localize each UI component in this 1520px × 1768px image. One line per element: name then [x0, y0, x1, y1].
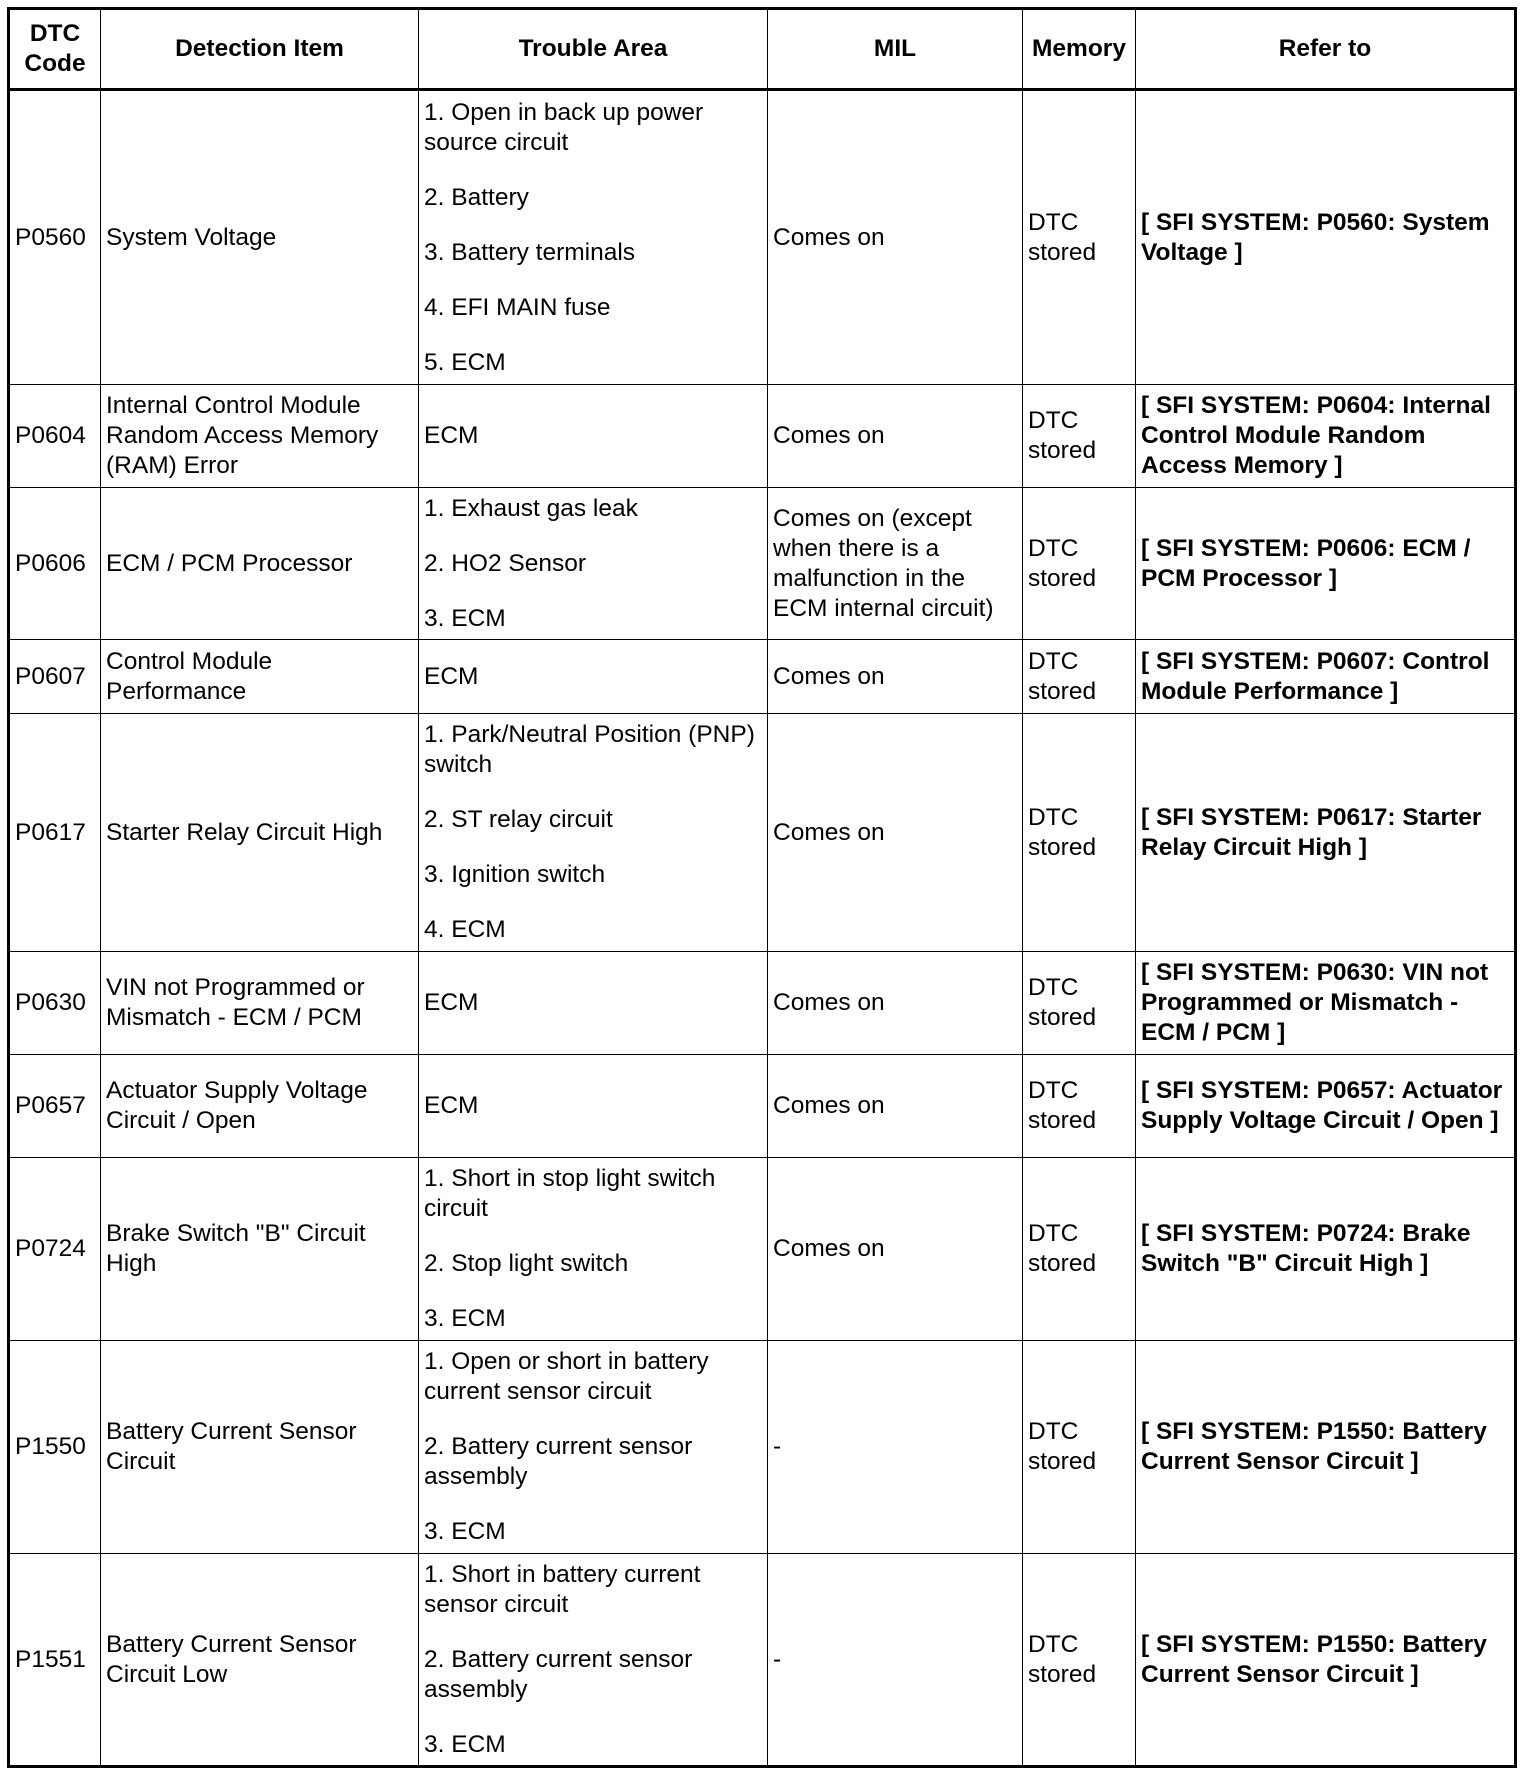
memory-cell: DTC stored — [1023, 1158, 1136, 1341]
trouble-item: 4. EFI MAIN fuse — [424, 293, 611, 321]
trouble-area-cell — [419, 952, 768, 1055]
dtc-code-cell: P0560 — [9, 90, 101, 385]
memory-cell: DTC stored — [1023, 90, 1136, 385]
detection-item-cell: ECM / PCM Processor — [101, 488, 419, 640]
table-row — [9, 1554, 1516, 1767]
mil-cell: Comes on — [768, 714, 1023, 952]
table-row — [9, 488, 1516, 640]
trouble-item: 1. Short in battery current sensor circuit — [424, 1560, 701, 1618]
mil-cell: Comes on — [768, 952, 1023, 1055]
detection-item-cell: Internal Control Module Random Access Memory (RAM) Error — [101, 385, 419, 488]
dtc-code-cell: P0657 — [9, 1055, 101, 1158]
memory-cell: DTC stored — [1023, 1055, 1136, 1158]
trouble-item: 1. Park/Neutral Position (PNP) switch — [424, 721, 755, 778]
trouble-area-cell — [419, 1554, 768, 1767]
table-row — [9, 90, 1516, 385]
refer-to-link[interactable]: [ SFI SYSTEM: P0630: VIN not Programmed or Mismatch - ECM / PCM ] — [1136, 952, 1516, 1055]
refer-to-link[interactable]: [ SFI SYSTEM: P0657: Actuator Supply Voltage Circuit / Open ] — [1136, 1055, 1516, 1158]
detection-item-cell: Battery Current Sensor Circuit Low — [101, 1554, 419, 1767]
dtc-code-cell: P0606 — [9, 488, 101, 640]
detection-item-cell: Control Module Performance — [101, 640, 419, 714]
memory-cell: DTC stored — [1023, 385, 1136, 488]
refer-to-link[interactable]: [ SFI SYSTEM: P0724: Brake Switch "B" Circuit High ] — [1136, 1158, 1516, 1341]
memory-cell: DTC stored — [1023, 714, 1136, 952]
trouble-area-cell — [419, 1341, 768, 1554]
trouble-item: 3. ECM — [424, 1305, 506, 1332]
trouble-item: 1. Short in stop light switch circuit — [424, 1165, 716, 1222]
memory-cell: DTC stored — [1023, 952, 1136, 1055]
trouble-item: 5. ECM — [424, 348, 506, 376]
header-detection-item: Detection Item — [101, 9, 419, 90]
trouble-item: 3. Ignition switch — [424, 861, 606, 888]
table-row — [9, 714, 1516, 952]
mil-cell: Comes on — [768, 640, 1023, 714]
trouble-item: 2. Battery current sensor assembly — [424, 1645, 693, 1703]
trouble-item: 2. HO2 Sensor — [424, 549, 587, 577]
refer-to-link[interactable]: [ SFI SYSTEM: P0604: Internal Control Module Random Access Memory ] — [1136, 385, 1516, 488]
trouble-item: ECM — [424, 422, 479, 449]
mil-cell: Comes on — [768, 385, 1023, 488]
trouble-item: 4. ECM — [424, 916, 506, 943]
trouble-item: 2. Battery — [424, 183, 529, 211]
table-row — [9, 1055, 1516, 1158]
trouble-item: 2. ST relay circuit — [424, 806, 613, 833]
memory-cell: DTC stored — [1023, 1554, 1136, 1767]
dtc-code-cell: P1550 — [9, 1341, 101, 1554]
dtc-code-cell: P0724 — [9, 1158, 101, 1341]
table-row — [9, 1158, 1516, 1341]
trouble-area-cell — [419, 488, 768, 640]
trouble-area-cell — [419, 385, 768, 488]
trouble-item: 1. Open in back up power source circuit — [424, 98, 704, 156]
detection-item-cell: System Voltage — [101, 90, 419, 385]
refer-to-link[interactable]: [ SFI SYSTEM: P1550: Battery Current Sensor Circuit ] — [1136, 1554, 1516, 1767]
header-trouble-area: Trouble Area — [419, 9, 768, 90]
detection-item-cell: VIN not Programmed or Mismatch - ECM / PCM — [101, 952, 419, 1055]
table-row — [9, 385, 1516, 488]
trouble-item: 1. Open or short in battery current sensor circuit — [424, 1348, 709, 1405]
trouble-item: ECM — [424, 1092, 479, 1119]
trouble-item: 1. Exhaust gas leak — [424, 494, 638, 522]
memory-cell: DTC stored — [1023, 640, 1136, 714]
dtc-code-cell: P0630 — [9, 952, 101, 1055]
refer-to-link[interactable]: [ SFI SYSTEM: P0606: ECM / PCM Processor ] — [1136, 488, 1516, 640]
trouble-area-cell — [419, 640, 768, 714]
trouble-item: 3. ECM — [424, 604, 506, 632]
dtc-table — [7, 7, 1517, 1768]
trouble-item: 2. Stop light switch — [424, 1250, 629, 1277]
trouble-area-cell — [419, 90, 768, 385]
trouble-area-cell — [419, 1055, 768, 1158]
mil-cell: - — [768, 1554, 1023, 1767]
trouble-item: 3. ECM — [424, 1730, 506, 1758]
refer-to-link[interactable]: [ SFI SYSTEM: P0560: System Voltage ] — [1136, 90, 1516, 385]
mil-cell: - — [768, 1341, 1023, 1554]
memory-cell: DTC stored — [1023, 1341, 1136, 1554]
trouble-area-cell — [419, 1158, 768, 1341]
memory-cell: DTC stored — [1023, 488, 1136, 640]
trouble-item: ECM — [424, 989, 479, 1016]
trouble-item: 3. ECM — [424, 1518, 506, 1545]
table-row — [9, 640, 1516, 714]
refer-to-link[interactable]: [ SFI SYSTEM: P1550: Battery Current Sensor Circuit ] — [1136, 1341, 1516, 1554]
refer-to-link[interactable]: [ SFI SYSTEM: P0607: Control Module Performance ] — [1136, 640, 1516, 714]
trouble-item: 3. Battery terminals — [424, 238, 636, 266]
dtc-code-cell: P0604 — [9, 385, 101, 488]
detection-item-cell: Brake Switch "B" Circuit High — [101, 1158, 419, 1341]
mil-cell: Comes on — [768, 1055, 1023, 1158]
detection-item-cell: Battery Current Sensor Circuit — [101, 1341, 419, 1554]
refer-to-link[interactable]: [ SFI SYSTEM: P0617: Starter Relay Circuit High ] — [1136, 714, 1516, 952]
trouble-item: 2. Battery current sensor assembly — [424, 1433, 693, 1490]
mil-cell: Comes on — [768, 90, 1023, 385]
dtc-code-cell: P1551 — [9, 1554, 101, 1767]
header-dtc-code: DTC Code — [9, 9, 101, 90]
dtc-code-cell: P0607 — [9, 640, 101, 714]
dtc-code-cell: P0617 — [9, 714, 101, 952]
table-row — [9, 1341, 1516, 1554]
mil-cell: Comes on (except when there is a malfunction in the ECM internal circuit) — [768, 488, 1023, 640]
table-row — [9, 952, 1516, 1055]
detection-item-cell: Starter Relay Circuit High — [101, 714, 419, 952]
detection-item-cell: Actuator Supply Voltage Circuit / Open — [101, 1055, 419, 1158]
header-refer-to: Refer to — [1136, 9, 1516, 90]
mil-cell: Comes on — [768, 1158, 1023, 1341]
header-mil: MIL — [768, 9, 1023, 90]
trouble-item: ECM — [424, 662, 479, 690]
header-memory: Memory — [1023, 9, 1136, 90]
trouble-area-cell — [419, 714, 768, 952]
table-header-row — [9, 9, 1516, 90]
